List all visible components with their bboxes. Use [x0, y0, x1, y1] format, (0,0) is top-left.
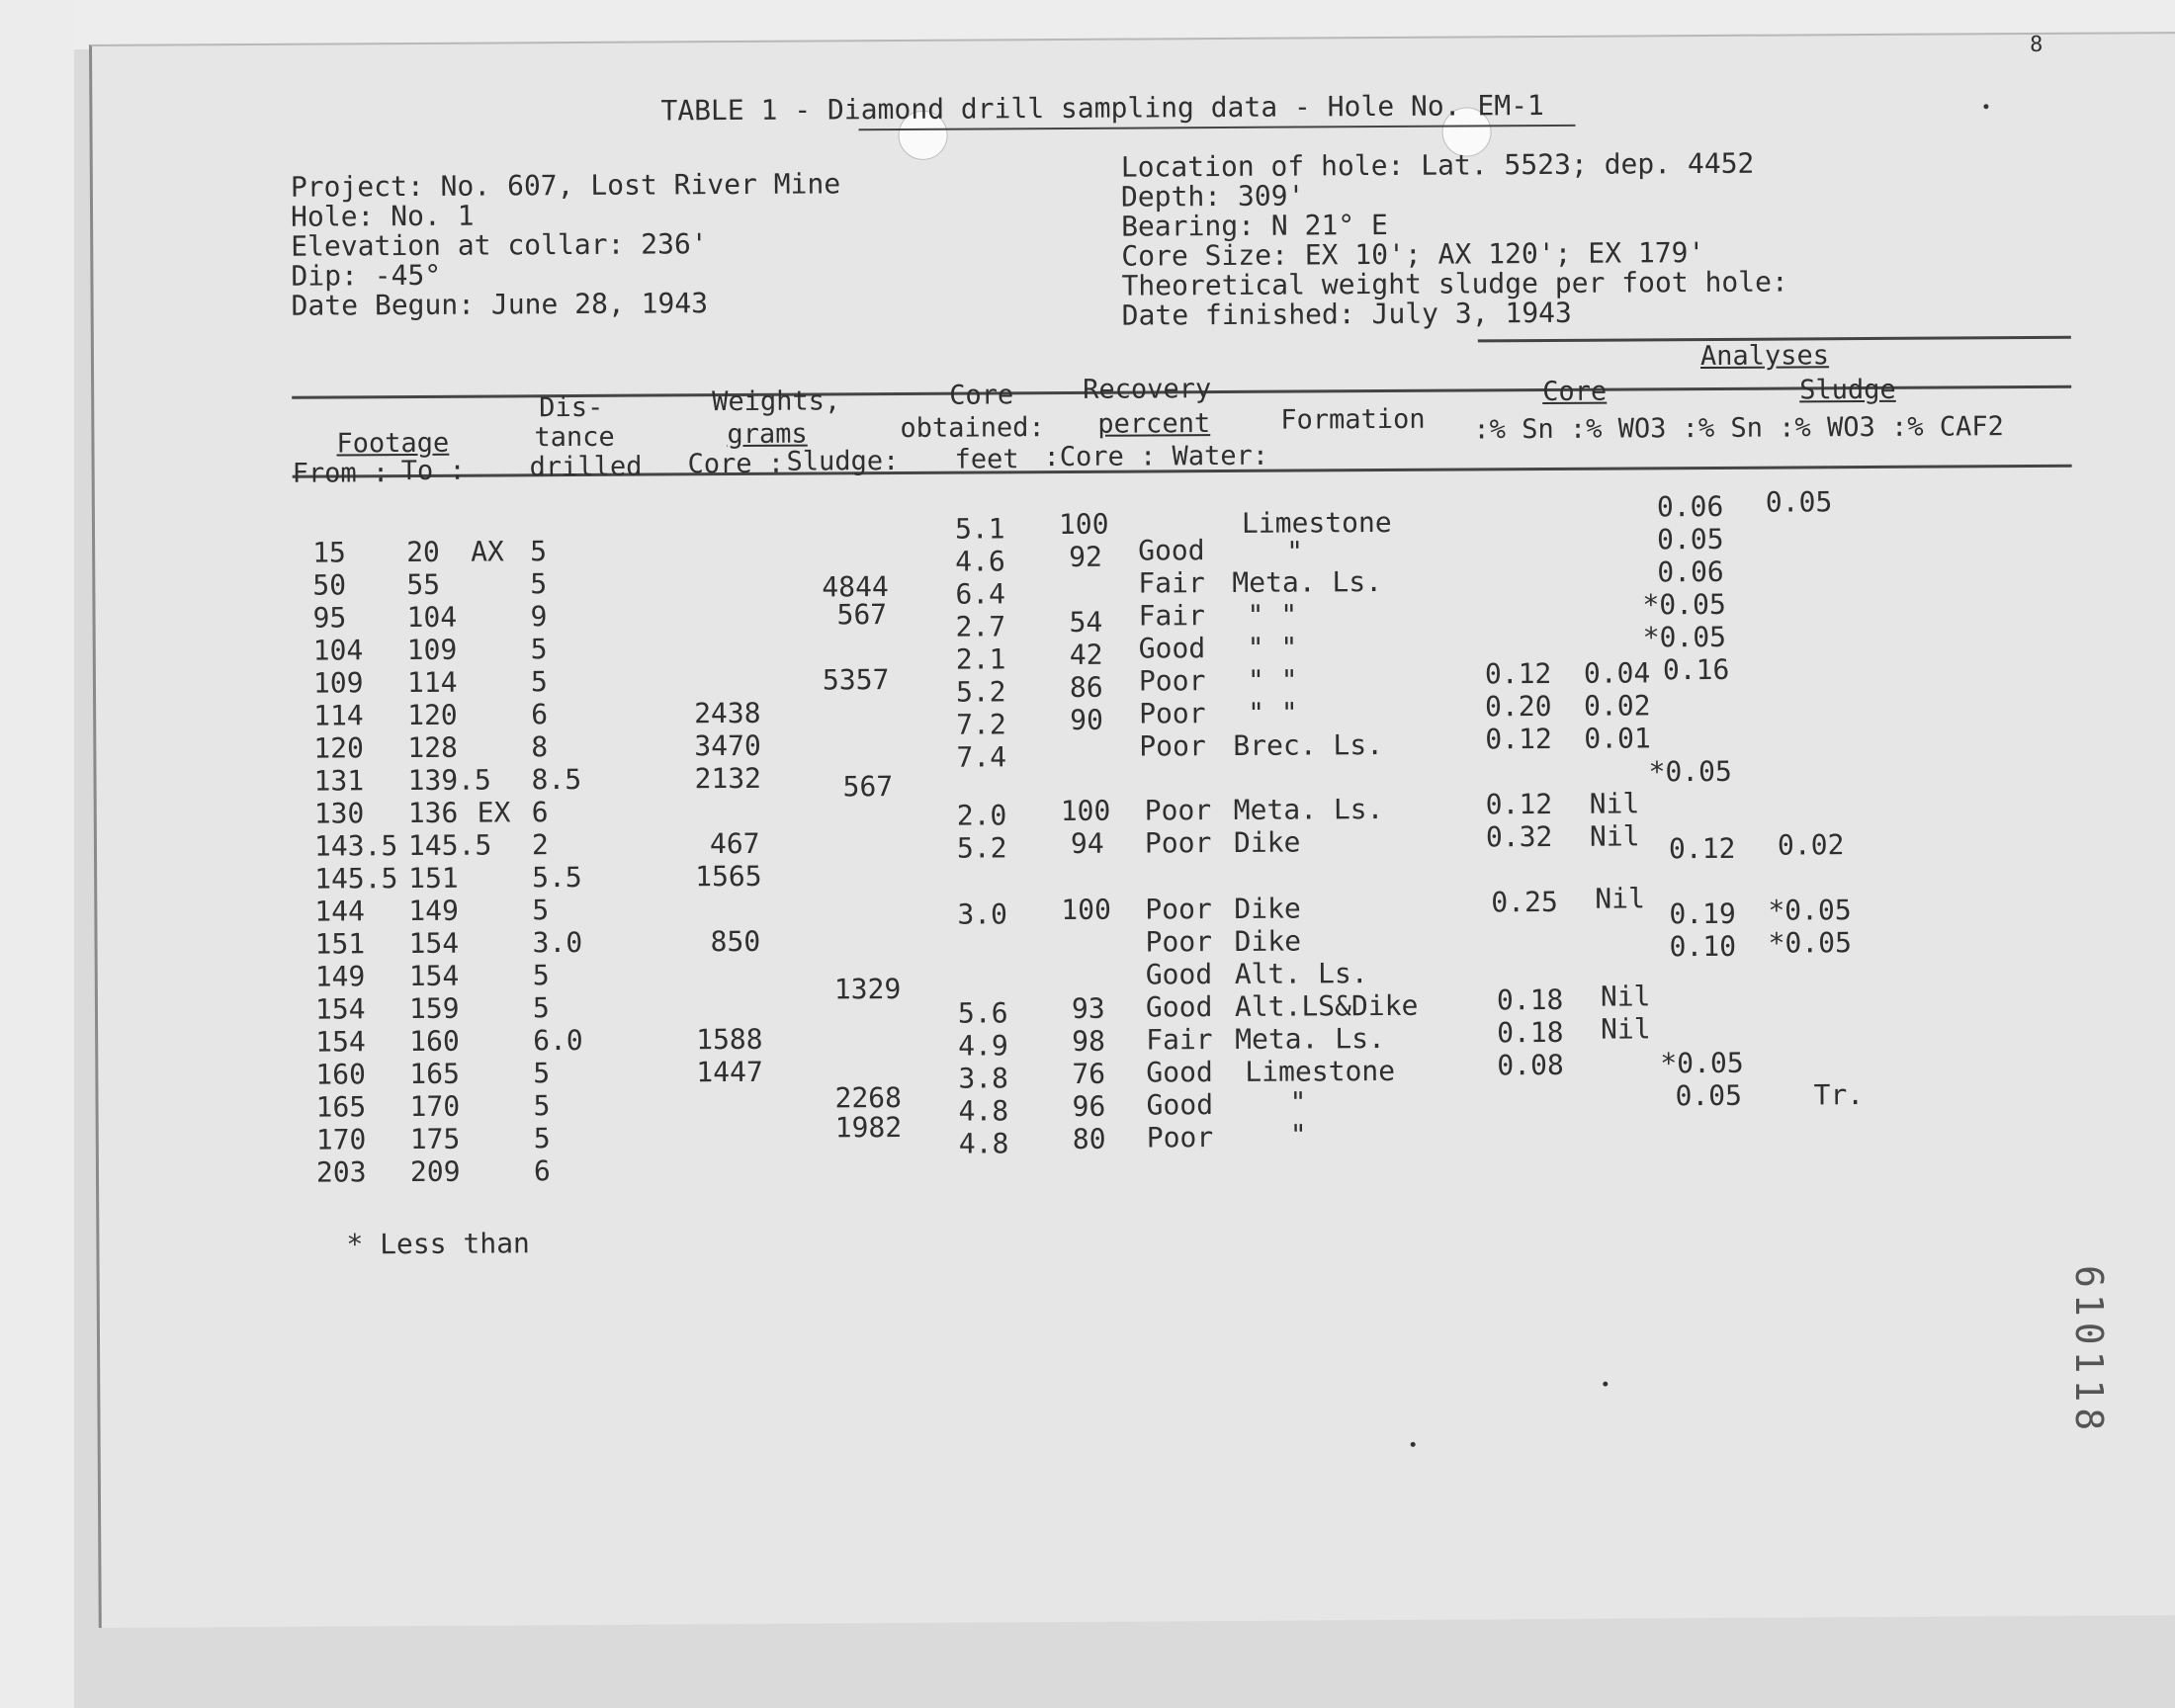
core-feet-value: 2.0 [956, 799, 1007, 832]
footage-to: 149 [408, 894, 460, 928]
core-sn-value: 0.20 [1485, 689, 1552, 724]
distance-drilled: 3.0 [532, 925, 583, 960]
formation-value: " " [1247, 663, 1298, 697]
formation-value: Brec. Ls. [1233, 728, 1384, 762]
left-info-hole: Hole: No. 1 [290, 199, 475, 233]
distance-drilled: 8.5 [531, 762, 582, 797]
left-info-project: Project: No. 607, Lost River Mine [290, 167, 841, 204]
formation-value: " [1289, 1085, 1307, 1119]
weight-core-value: 2132 [694, 761, 762, 796]
footage-to: 136 [407, 796, 459, 830]
formation-value: " [1286, 535, 1304, 568]
footage-from: 114 [313, 699, 364, 732]
core-feet-value: 7.4 [956, 740, 1007, 774]
core-feet-value: 2.7 [955, 610, 1006, 643]
footage-to: 120 [407, 698, 458, 732]
formation-value: " " [1248, 696, 1298, 729]
sludge-wo3-value: *0.05 [1768, 894, 1852, 927]
footage-from: 149 [314, 960, 366, 993]
recovery-core-value: 42 [1069, 638, 1103, 671]
core-feet-value: 3.0 [957, 897, 1008, 931]
recovery-core-value: 90 [1070, 703, 1104, 736]
left-info-elevation: Elevation at collar: 236' [291, 227, 708, 263]
sludge-sn-value: 0.06 [1657, 555, 1724, 589]
weight-sludge-value: 567 [836, 598, 888, 632]
core-wo3-value: Nil [1600, 980, 1651, 1013]
recovery-core-value: 96 [1072, 1089, 1106, 1123]
distance-drilled: 6 [531, 698, 549, 731]
footage-to: 165 [409, 1057, 461, 1091]
recovery-water-value: Good [1145, 990, 1213, 1024]
weight-sludge-value: 1982 [834, 1110, 903, 1145]
distance-drilled: 9 [530, 600, 548, 634]
header-from: From : [292, 458, 390, 489]
recovery-water-value: Poor [1145, 925, 1213, 959]
footage-from: 50 [312, 568, 347, 602]
distance-drilled: 5 [533, 1122, 551, 1155]
distance-drilled: 5 [533, 1089, 551, 1123]
footage-to: 160 [409, 1024, 460, 1059]
core-sn-value: 0.32 [1485, 819, 1553, 854]
sludge-sn-value: 0.12 [1668, 831, 1736, 866]
header-to: To : [400, 455, 466, 487]
header-grams: grams [727, 418, 808, 451]
core-sn-value: 0.12 [1485, 722, 1552, 756]
caf2-value: Tr. [1813, 1078, 1865, 1112]
footage-to: 20 [406, 535, 440, 569]
core-feet-value: 3.8 [958, 1062, 1009, 1095]
weight-sludge-value: 567 [842, 770, 894, 804]
core-sn-value: 0.18 [1497, 1015, 1564, 1050]
header-recovery-sub: :Core : Water: [1043, 440, 1269, 473]
weight-sludge-value: 5357 [822, 663, 890, 697]
recovery-water-value: Good [1146, 1056, 1213, 1089]
core-feet-value: 4.6 [955, 545, 1005, 578]
core-feet-value: 4.9 [958, 1029, 1008, 1063]
header-analysis-columns: :% Sn :% WO3 :% Sn :% WO3 :% CAF2 [1473, 411, 2004, 446]
distance-drilled: 6.0 [533, 1023, 583, 1058]
header-core-obtained-1: Core [949, 380, 1014, 411]
formation-value: Limestone [1245, 1054, 1396, 1088]
footage-from: 145.5 [314, 862, 398, 896]
header-core-obtained-3: feet [954, 444, 1019, 475]
weight-core-value: 3470 [694, 728, 761, 763]
hole-size: EX [477, 796, 511, 829]
recovery-water-value: Fair [1138, 599, 1206, 633]
distance-drilled: 8 [531, 730, 549, 764]
core-feet-value: 6.4 [955, 577, 1006, 611]
weight-core-value: 1447 [696, 1055, 763, 1089]
recovery-core-value: 54 [1069, 605, 1103, 639]
footage-to: 154 [408, 926, 460, 961]
recovery-core-value: 86 [1069, 670, 1103, 704]
document-card [89, 32, 2175, 1628]
core-sn-value: 0.12 [1485, 787, 1553, 821]
footage-to: 151 [408, 861, 459, 896]
distance-drilled: 5 [532, 959, 550, 992]
header-dis: Dis- [539, 391, 604, 424]
core-wo3-value: Nil [1589, 787, 1640, 820]
footage-to: 55 [406, 567, 441, 602]
table-title: TABLE 1 - Diamond drill sampling data - Hole No. EM-1 [660, 89, 1544, 128]
recovery-water-value: Good [1138, 632, 1206, 665]
weight-sludge-value: 4844 [822, 570, 889, 604]
sludge-sn-value: 0.19 [1669, 897, 1736, 931]
formation-value: " [1289, 1118, 1307, 1152]
footage-from: 170 [315, 1123, 367, 1156]
footage-from: 154 [315, 1025, 366, 1059]
right-info-core-size: Core Size: EX 10'; AX 120'; EX 179' [1121, 236, 1705, 273]
weight-sludge-value: 1329 [833, 973, 902, 1006]
footage-from: 144 [314, 895, 366, 928]
recovery-water-value: Good [1138, 534, 1205, 567]
core-wo3-value: 0.04 [1583, 656, 1651, 690]
footage-to: 109 [406, 633, 458, 667]
sludge-wo3-value: 0.05 [1765, 485, 1833, 519]
side-serial-number: 610118 [2067, 1265, 2111, 1437]
recovery-core-value: 100 [1058, 507, 1109, 542]
sludge-sn-value: 0.05 [1675, 1078, 1743, 1113]
sludge-sn-value: *0.05 [1642, 620, 1727, 654]
core-wo3-value: Nil [1589, 819, 1640, 853]
recovery-water-value: Poor [1144, 826, 1212, 860]
recovery-water-value: Fair [1146, 1023, 1213, 1057]
left-info-date-begun: Date Begun: June 28, 1943 [291, 287, 709, 322]
sludge-sn-value: 0.05 [1656, 522, 1724, 556]
footage-to: 145.5 [407, 828, 492, 863]
formation-value: Dike [1233, 825, 1301, 859]
footage-from: 151 [314, 927, 366, 961]
recovery-core-value: 76 [1072, 1057, 1106, 1090]
core-sn-value: 0.12 [1484, 656, 1552, 691]
ink-speck [1983, 104, 1988, 109]
core-wo3-value: 0.02 [1584, 689, 1651, 723]
distance-drilled: 2 [531, 828, 549, 862]
weight-core-value: 1565 [695, 859, 762, 894]
right-info-location: Location of hole: Lat. 5523; dep. 4452 [1120, 146, 1755, 184]
weight-sludge-value: 2268 [834, 1080, 903, 1115]
recovery-water-value: Poor [1138, 664, 1206, 698]
recovery-core-value: 92 [1069, 540, 1103, 573]
distance-drilled: 5 [532, 894, 550, 927]
footage-to: 154 [408, 959, 460, 993]
header-weights-sludge: Sludge: [786, 446, 900, 477]
distance-drilled: 5 [532, 991, 550, 1025]
distance-drilled: 5 [530, 633, 548, 666]
formation-value: Dike [1234, 892, 1301, 925]
formation-value: Meta. Ls. [1233, 793, 1384, 826]
recovery-water-value: Poor [1145, 893, 1212, 926]
ink-speck [1411, 1442, 1416, 1447]
weight-core-value: 467 [709, 826, 760, 861]
header-tance: tance [534, 421, 615, 454]
formation-value: Dike [1234, 924, 1302, 958]
distance-drilled: 5.5 [532, 860, 582, 895]
distance-drilled: 6 [533, 1154, 551, 1188]
core-wo3-value: Nil [1595, 882, 1645, 915]
footage-from: 104 [312, 634, 364, 667]
footage-from: 15 [312, 536, 346, 569]
sludge-sn-value: *0.05 [1642, 587, 1726, 622]
recovery-water-value: Poor [1144, 794, 1212, 827]
formation-value: Meta. Ls. [1232, 565, 1383, 599]
formation-value: Alt.LS&Dike [1234, 988, 1419, 1023]
distance-drilled: 5 [530, 665, 548, 699]
header-core-obtained-2: obtained: [900, 412, 1045, 444]
footage-from: 120 [313, 731, 365, 765]
footage-to: 104 [406, 600, 458, 635]
ink-speck [1603, 1382, 1608, 1387]
formation-value: Meta. Ls. [1235, 1022, 1385, 1056]
formation-value: Alt. Ls. [1234, 957, 1368, 990]
footage-from: 154 [314, 992, 366, 1026]
footage-to: 159 [408, 991, 460, 1026]
hole-size: AX [471, 535, 504, 568]
footage-to: 209 [409, 1154, 461, 1189]
footage-from: 109 [312, 666, 364, 700]
core-wo3-value: 0.01 [1584, 722, 1651, 755]
header-percent: percent [1097, 408, 1211, 440]
footage-from: 160 [315, 1058, 367, 1091]
left-info-dip: Dip: -45° [291, 258, 442, 293]
footnote: * Less than [346, 1227, 530, 1261]
recovery-water-value: Good [1145, 958, 1213, 991]
weight-core-value: 2438 [694, 696, 761, 730]
page-mark: 8 [2029, 32, 2044, 58]
sludge-sn-value: *0.05 [1648, 754, 1732, 789]
distance-drilled: 5 [533, 1057, 551, 1090]
recovery-core-value: 94 [1070, 826, 1104, 860]
core-feet-value: 2.1 [955, 642, 1006, 676]
sludge-sn-value: *0.05 [1660, 1046, 1744, 1080]
sludge-sn-value: 0.06 [1656, 489, 1724, 524]
formation-value: " " [1247, 598, 1298, 632]
formation-value: " " [1247, 631, 1298, 664]
recovery-core-value: 80 [1072, 1122, 1106, 1155]
distance-drilled: 5 [530, 567, 548, 601]
header-sludge-group: Sludge [1799, 374, 1896, 406]
distance-drilled: 6 [531, 796, 549, 829]
recovery-core-value: 98 [1072, 1024, 1105, 1058]
core-sn-value: 0.25 [1491, 885, 1558, 919]
header-footage: Footage [336, 427, 450, 460]
sludge-wo3-value: *0.05 [1768, 926, 1852, 960]
right-info-sludge-weight: Theoretical weight sludge per foot hole: [1121, 265, 1788, 302]
sludge-sn-value: 0.10 [1669, 929, 1737, 964]
sludge-sn-value: 0.16 [1662, 652, 1730, 687]
header-weights-core: Core : [687, 448, 785, 480]
footage-to: 139.5 [407, 763, 491, 798]
core-feet-value: 4.8 [958, 1127, 1009, 1160]
footage-to: 114 [406, 665, 458, 700]
core-feet-value: 5.6 [957, 996, 1008, 1030]
header-analyses: Analyses [1699, 340, 1830, 373]
core-feet-value: 5.1 [954, 512, 1005, 546]
header-recovery: Recovery [1083, 374, 1212, 405]
weight-core-value: 1588 [696, 1022, 763, 1057]
recovery-core-value: 100 [1061, 893, 1112, 927]
footage-from: 130 [313, 797, 365, 830]
core-wo3-value: Nil [1601, 1012, 1651, 1046]
sludge-wo3-value: 0.02 [1777, 828, 1845, 862]
recovery-water-value: Poor [1139, 697, 1206, 730]
formation-value: Limestone [1241, 505, 1392, 540]
distance-drilled: 5 [530, 535, 548, 568]
scan-left-margin [0, 0, 74, 1708]
core-feet-value: 4.8 [958, 1094, 1009, 1128]
footage-from: 165 [315, 1090, 367, 1124]
core-feet-value: 7.2 [956, 708, 1006, 741]
recovery-water-value: Poor [1139, 729, 1206, 763]
header-drilled: drilled [529, 451, 643, 483]
recovery-core-value: 93 [1071, 991, 1105, 1025]
footage-from: 95 [312, 601, 347, 635]
footage-to: 175 [409, 1122, 461, 1156]
right-info-depth: Depth: 309' [1120, 179, 1305, 214]
header-formation: Formation [1280, 403, 1426, 436]
recovery-core-value: 100 [1060, 794, 1111, 828]
header-weights: Weights, [712, 385, 841, 418]
weight-core-value: 850 [710, 924, 761, 959]
footage-to: 128 [407, 730, 459, 765]
core-sn-value: 0.18 [1496, 982, 1564, 1017]
recovery-water-value: Fair [1138, 566, 1205, 600]
footage-from: 131 [313, 764, 365, 798]
right-info-bearing: Bearing: N 21° E [1121, 208, 1388, 243]
recovery-water-value: Good [1146, 1088, 1214, 1122]
core-feet-value: 5.2 [956, 831, 1007, 865]
footage-to: 170 [409, 1089, 461, 1124]
header-core-group: Core [1542, 376, 1608, 408]
footage-from: 143.5 [313, 829, 398, 863]
core-sn-value: 0.08 [1497, 1048, 1564, 1082]
recovery-water-value: Poor [1146, 1121, 1214, 1154]
right-info-date-finished: Date finished: July 3, 1943 [1121, 296, 1572, 332]
core-feet-value: 5.2 [955, 675, 1006, 709]
footage-from: 203 [315, 1155, 367, 1189]
